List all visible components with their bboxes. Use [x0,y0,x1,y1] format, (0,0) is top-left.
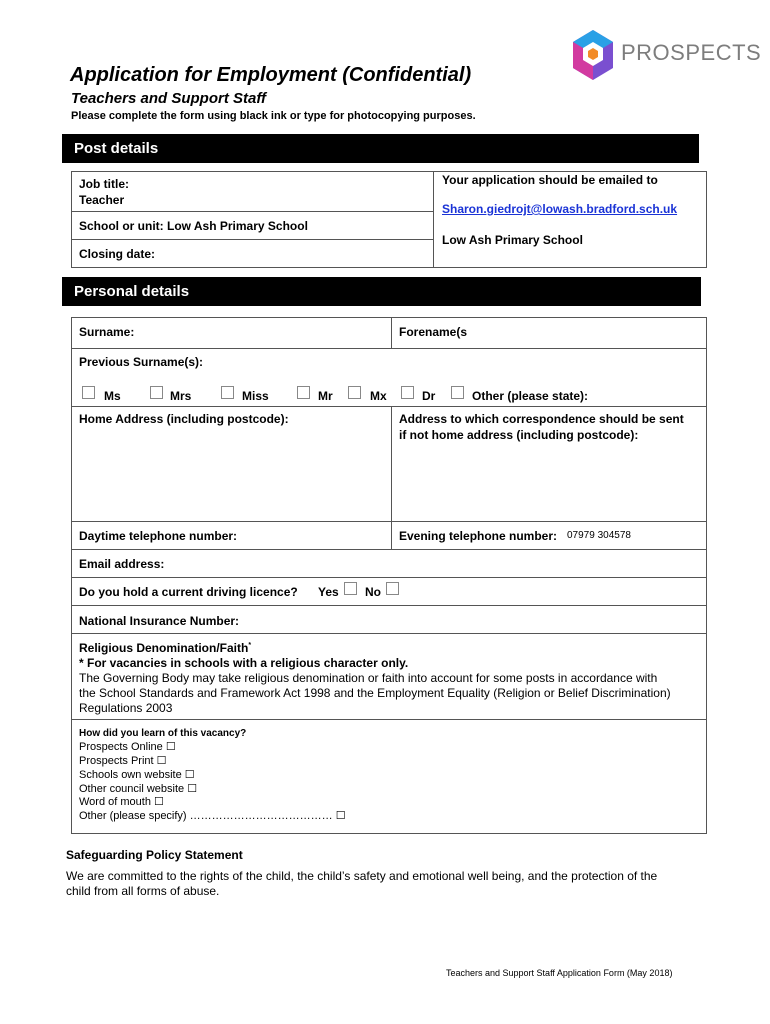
correspondence-address-label-line1[interactable]: Address to which correspondence should be sent [399,412,684,426]
safeguarding-text-line1: We are committed to the rights of the child, the child’s safety and emotional well being, and the protection of the [66,869,658,883]
email-address-label[interactable]: Email address: [79,557,165,571]
school-name: Low Ash Primary School [442,233,583,247]
school-unit-label[interactable]: School or unit: Low Ash Primary School [79,219,308,233]
driving-licence-label: Do you hold a current driving licence? [79,585,298,599]
post-details-heading [62,134,699,163]
post-row-line [71,239,433,240]
title-mx-checkbox[interactable] [348,386,361,399]
safeguarding-text-line2: child from all forms of abuse. [66,884,220,898]
driving-no-checkbox[interactable] [386,582,399,595]
title-ms-checkbox[interactable] [82,386,95,399]
religion-label[interactable] [79,641,251,655]
vacancy-option-other[interactable]: Other (please specify) ………………………………… ☐ [79,810,346,822]
post-row-line [71,211,433,212]
driving-no-label: No [365,585,381,599]
vacancy-option-schools-website[interactable]: Schools own website ☐ [79,769,195,781]
address-divider [391,406,392,549]
closing-date-label[interactable]: Closing date: [79,247,156,261]
religion-note: * For vacancies in schools with a religious character only. [79,656,409,670]
religion-text-line3: Regulations 2003 [79,701,173,715]
prospects-logo [569,28,762,82]
home-address-label[interactable]: Home Address (including postcode): [79,412,289,426]
correspondence-address-label-line2: if not home address (including postcode): [399,428,639,442]
job-title-label: Job title: [79,177,129,191]
title-miss-checkbox[interactable] [221,386,234,399]
vacancy-question: How did you learn of this vacancy? [79,728,247,739]
vacancy-option-prospects-online[interactable]: Prospects Online ☐ [79,741,176,753]
title-dr-label: Dr [422,389,436,403]
religion-text-line2: the School Standards and Framework Act 1998 and the Employment Equality (Religion or Belief Discrimination) [79,686,671,700]
personal-row-line [71,605,707,606]
title-other-checkbox[interactable] [451,386,464,399]
ni-number-label[interactable]: National Insurance Number: [79,614,240,628]
vacancy-option-council-website[interactable]: Other council website ☐ [79,783,198,795]
title-ms-label: Ms [104,389,121,403]
driving-yes-checkbox[interactable] [344,582,357,595]
title-other-label[interactable]: Other (please state): [472,389,589,403]
page-footer: Teachers and Support Staff Application Form (May 2018) [446,968,673,978]
religion-footnote-mark: * [248,642,252,649]
personal-row-line [71,406,707,407]
email-address-link[interactable]: Sharon.giedrojt@lowash.bradford.sch.uk [442,202,678,216]
surname-label[interactable]: Surname: [79,325,135,339]
logo-wordmark: PROSPECTS [621,40,762,65]
personal-row-line [71,549,707,550]
post-details-heading-text: Post details [74,140,159,157]
title-mr-label: Mr [318,389,333,403]
personal-row-line [71,521,707,522]
form-subtitle: Teachers and Support Staff [71,90,267,107]
personal-details-heading-text: Personal details [74,283,190,300]
previous-surname-label[interactable]: Previous Surname(s): [79,355,204,369]
form-title: Application for Employment (Confidential) [70,64,472,86]
religion-text-line1: The Governing Body may take religious denomination or faith into account for some posts in accordance with [79,671,658,685]
religion-label-text: Religious Denomination/Faith [79,641,249,655]
personal-details-heading [62,277,701,306]
personal-row-line [71,348,707,349]
vacancy-option-prospects-print[interactable]: Prospects Print ☐ [79,755,167,767]
title-dr-checkbox[interactable] [401,386,414,399]
title-mrs-label: Mrs [170,389,192,403]
prospects-logo-icon [569,28,617,82]
vacancy-option-word-of-mouth[interactable]: Word of mouth ☐ [79,796,164,808]
personal-row-line [71,577,707,578]
driving-yes-label: Yes [318,585,339,599]
evening-phone-label[interactable]: Evening telephone number: [399,529,558,543]
title-mx-label: Mx [370,389,387,403]
job-title-value[interactable]: Teacher [79,193,125,207]
form-instruction: Please complete the form using black ink or type for photocopying purposes. [71,110,476,122]
title-miss-label: Miss [242,389,269,403]
personal-row-line [71,633,707,634]
safeguarding-heading: Safeguarding Policy Statement [66,848,243,862]
evening-phone-value[interactable]: 07979 304578 [567,530,631,541]
forename-label[interactable]: Forename(s [399,325,468,339]
personal-row-line [71,719,707,720]
daytime-phone-label[interactable]: Daytime telephone number: [79,529,238,543]
title-mr-checkbox[interactable] [297,386,310,399]
post-divider [433,171,434,268]
email-to-label: Your application should be emailed to [442,173,658,187]
personal-divider [391,317,392,348]
title-mrs-checkbox[interactable] [150,386,163,399]
